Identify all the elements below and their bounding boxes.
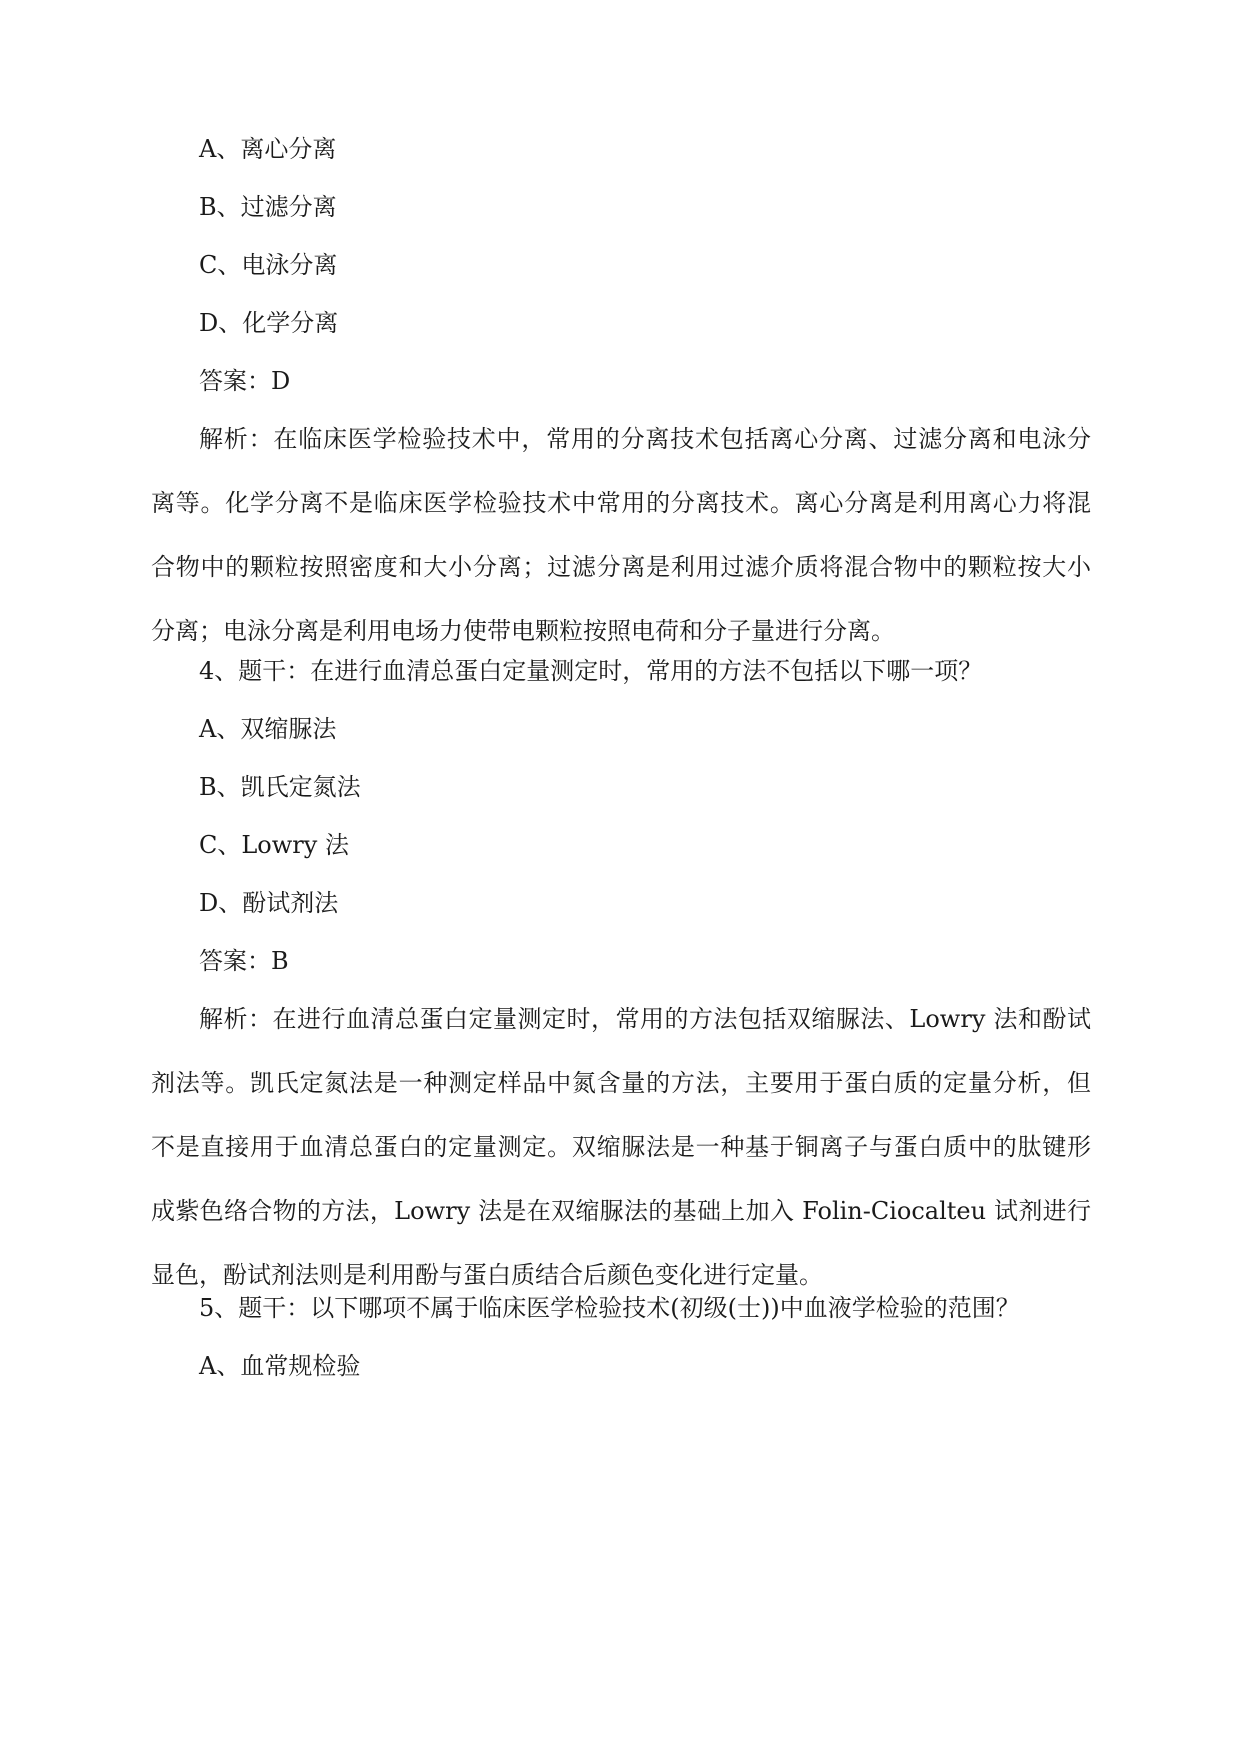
q3-answer: 答案：D	[199, 367, 291, 395]
q3-option-d: D、化学分离	[199, 309, 339, 337]
q3-option-c: C、电泳分离	[199, 251, 338, 279]
q3-analysis-line-4: 分离；电泳分离是利用电场力使带电颗粒按照电荷和分子量进行分离。	[151, 617, 895, 645]
q4-analysis	[151, 1003, 1091, 1323]
q3-analysis-line-3: 合物中的颗粒按照密度和大小分离；过滤分离是利用过滤介质将混合物中的颗粒按大小	[151, 553, 1091, 581]
q3-option-b: B、过滤分离	[199, 193, 337, 221]
q4-analysis-line-2: 剂法等。凯氏定氮法是一种测定样品中氮含量的方法，主要用于蛋白质的定量分析，但	[151, 1069, 1091, 1097]
q4-analysis-line-4: 成紫色络合物的方法，Lowry 法是在双缩脲法的基础上加入 Folin-Ciocalteu 试剂进行	[151, 1197, 1091, 1225]
q4-analysis-line-1: 解析：在进行血清总蛋白定量测定时，常用的方法包括双缩脲法、Lowry 法和酚试	[199, 1005, 1091, 1033]
q3-analysis-line-1: 解析：在临床医学检验技术中，常用的分离技术包括离心分离、过滤分离和电泳分	[199, 425, 1091, 453]
q5-stem: 5、题干：以下哪项不属于临床医学检验技术(初级(士))中血液学检验的范围？	[199, 1294, 1020, 1322]
q4-option-a: A、双缩脲法	[199, 715, 337, 743]
q4-option-d: D、酚试剂法	[199, 889, 339, 917]
q5-option-a: A、血常规检验	[199, 1352, 361, 1380]
q3-analysis-line-2: 离等。化学分离不是临床医学检验技术中常用的分离技术。离心分离是利用离心力将混	[151, 489, 1091, 517]
q3-option-a: A、离心分离	[199, 135, 337, 163]
q4-analysis-line-3: 不是直接用于血清总蛋白的定量测定。双缩脲法是一种基于铜离子与蛋白质中的肽键形	[151, 1133, 1091, 1161]
q4-option-b: B、凯氏定氮法	[199, 773, 361, 801]
q4-option-c: C、Lowry 法	[199, 831, 349, 859]
q4-stem: 4、题干：在进行血清总蛋白定量测定时，常用的方法不包括以下哪一项？	[199, 657, 983, 685]
q4-analysis-line-5: 显色，酚试剂法则是利用酚与蛋白质结合后颜色变化进行定量。	[151, 1261, 823, 1289]
q4-answer: 答案：B	[199, 947, 289, 975]
q3-analysis	[151, 423, 1091, 679]
